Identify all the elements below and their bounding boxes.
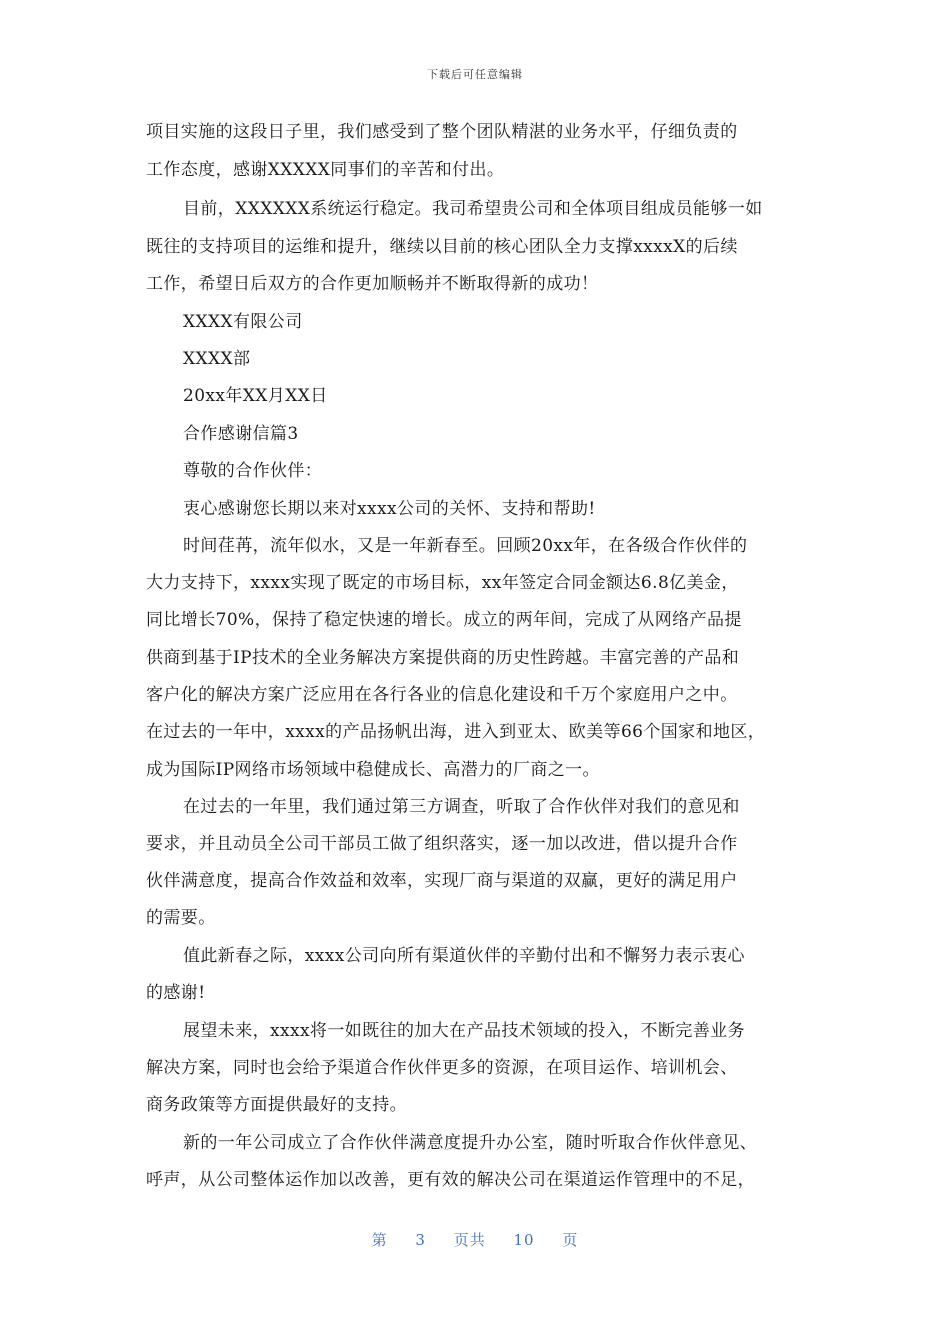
body-line: 工作，希望日后双方的合作更加顺畅并不断取得新的成功！ xyxy=(146,274,599,294)
body-line: 伙伴满意度，提高合作效益和效率，实现厂商与渠道的双赢，更好的满足用户 xyxy=(146,871,738,891)
letter-date: 20xx年XX月XX日 xyxy=(183,386,328,406)
page-header: 下载后可任意编辑 xyxy=(427,68,523,81)
paragraph-start-line: 新的一年公司成立了合作伙伴满意度提升办公室，随时听取合作伙伴意见、 xyxy=(183,1133,758,1153)
paragraph-start-line: 目前，XXXXXX系统运行稳定。我司希望贵公司和全体项目组成员能够一如 xyxy=(183,199,763,219)
current-page-number: 3 xyxy=(415,1231,426,1249)
body-line: 要求，并且动员全公司干部员工做了组织落实，逐一加以改进，借以提升合作 xyxy=(146,834,738,854)
paragraph-start-line: 值此新春之际，xxxx公司向所有渠道伙伴的辛勤付出和不懈努力表示衷心 xyxy=(183,946,745,966)
body-line: 商务政策等方面提供最好的支持。 xyxy=(146,1095,407,1115)
body-line: 呼声，从公司整体运作加以改善，更有效的解决公司在渠道运作管理中的不足， xyxy=(146,1170,755,1190)
body-line: 的感谢! xyxy=(146,983,206,1003)
body-line: 大力支持下，xxxx实现了既定的市场目标，xx年签定合同金额达6.8亿美金， xyxy=(146,573,739,593)
total-page-count: 10 xyxy=(513,1231,535,1249)
paragraph-start-line: 时间荏苒，流年似水，又是一年新春至。回顾20xx年，在各级合作伙伴的 xyxy=(183,536,748,556)
paragraph-start-line: 衷心感谢您长期以来对xxxx公司的关怀、支持和帮助! xyxy=(183,499,596,519)
body-line: 供商到基于IP技术的全业务解决方案提供商的历史性跨越。丰富完善的产品和 xyxy=(146,648,740,668)
body-line: 成为国际IP网络市场领域中稳健成长、高潜力的厂商之一。 xyxy=(146,760,600,780)
body-line: 在过去的一年中，xxxx的产品扬帆出海，进入到亚太、欧美等66个国家和地区， xyxy=(146,722,766,742)
paragraph-start-line: 展望未来，xxxx将一如既往的加大在产品技术领域的投入，不断完善业务 xyxy=(183,1021,745,1041)
company-name: XXXX有限公司 xyxy=(183,312,303,332)
department-name: XXXX部 xyxy=(183,349,251,369)
body-line: 同比增长70%，保持了稳定快速的增长。成立的两年间，完成了从网络产品提 xyxy=(146,610,742,630)
body-line: 客户化的解决方案广泛应用在各行各业的信息化建设和千万个家庭用户之中。 xyxy=(146,685,738,705)
body-line: 解决方案，同时也会给予渠道合作伙伴更多的资源，在项目运作、培训机会、 xyxy=(146,1058,738,1078)
body-line: 的需要。 xyxy=(146,908,216,928)
page-footer xyxy=(0,1229,950,1250)
footer-suffix: 页 xyxy=(562,1231,579,1249)
salutation: 尊敬的合作伙伴： xyxy=(183,461,323,481)
body-line: 既往的支持项目的运维和提升，继续以目前的核心团队全力支撑xxxxX的后续 xyxy=(146,237,738,257)
body-line: 工作态度，感谢XXXXX同事们的辛苦和付出。 xyxy=(146,160,505,180)
body-line: 项目实施的这段日子里，我们感受到了整个团队精湛的业务水平，仔细负责的 xyxy=(146,122,738,142)
footer-prefix: 第 xyxy=(371,1231,388,1249)
section-title: 合作感谢信篇3 xyxy=(183,424,299,444)
paragraph-start-line: 在过去的一年里，我们通过第三方调查，听取了合作伙伴对我们的意见和 xyxy=(183,797,740,817)
footer-middle: 页共 xyxy=(453,1231,486,1249)
